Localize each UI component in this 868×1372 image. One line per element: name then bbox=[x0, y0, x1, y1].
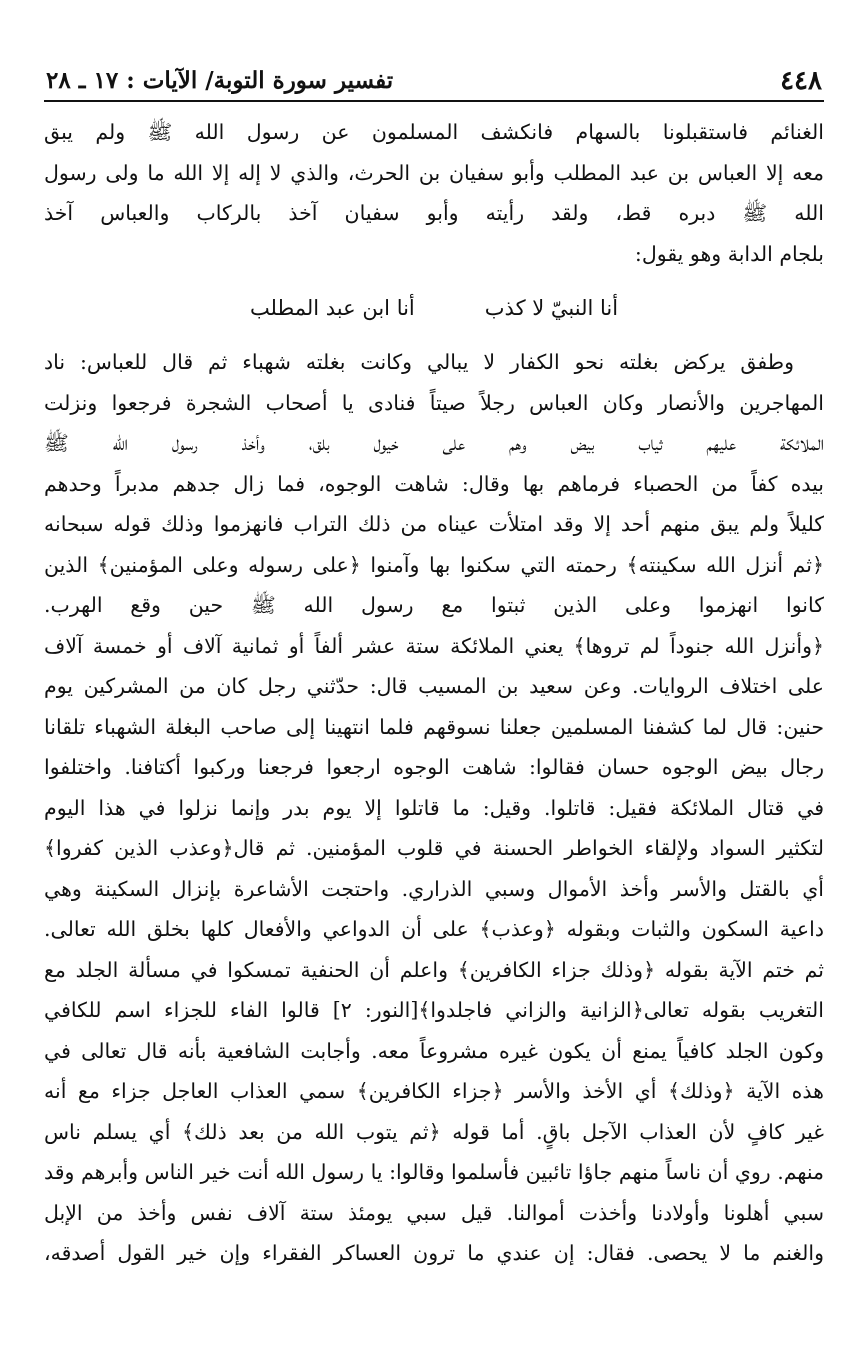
text-line: سبي أهلونا وأولادنا وأخذت أموالنا. قيل سبي يومئذ ستة آلاف نفس وأخذ من الإبل bbox=[44, 1200, 824, 1225]
text-line: كليلاً ولم يبق منهم أحد إلا وقد امتلأت عيناه من ذلك التراب فانهزموا وذلك قوله سبحانه bbox=[44, 512, 824, 536]
verse-hemistich-1: أنا النبيّ لا كذب bbox=[484, 296, 619, 320]
text-line: ﴿وأنزل الله جنوداً لم تروها﴾ يعني الملائكة ستة عشر ألفاً أو ثمانية آلاف أو خمسة آلاف bbox=[44, 633, 824, 658]
body-text bbox=[44, 112, 824, 1274]
page-number: ٤٤٨ bbox=[780, 66, 822, 96]
text-line: الغنائم فاستقبلونا بالسهام فانكشف المسلمون عن رسول الله ﷺ ولم يبق bbox=[44, 120, 824, 144]
text-line: والغنم ما لا يحصى. فقال: إن عندي ما ترون العساكر الفقراء وإن خير القول أصدقه، bbox=[44, 1241, 824, 1265]
text-line: الله ﷺ دبره قط، ولقد رأيته وأبو سفيان آخذ بالركاب والعباس آخذ bbox=[44, 201, 824, 225]
verse-hemistich-2: أنا ابن عبد المطلب bbox=[249, 296, 415, 320]
text-line: هذه الآية ﴿وذلك﴾ أي الأخذ والأسر ﴿جزاء الكافرين﴾ سمي العذاب العاجل جزاء مع أنه bbox=[44, 1079, 824, 1103]
text-line: كانوا انهزموا وعلى الذين ثبتوا مع رسول الله ﷺ حين وقع الهرب. bbox=[44, 593, 824, 617]
text-line: أي بالقتل والأسر وأخذ الأموال وسبي الذراري. واحتجت الأشاعرة بإنزال السكينة وهي bbox=[44, 876, 824, 901]
text-line: ثم ختم الآية بقوله ﴿وذلك جزاء الكافرين﴾ واعلم أن الحنفية تمسكوا في مسألة الجلد مع bbox=[44, 957, 824, 982]
text-line: داعية السكون والثبات وبقوله ﴿وعذب﴾ على أن الدواعي والأفعال كلها بخلق الله تعالى. bbox=[44, 917, 824, 941]
text-line: في قتال الملائكة فقيل: قاتلوا. وقيل: ما قاتلوا إلا يوم بدر وإنما نزلوا في هذا اليوم bbox=[44, 795, 824, 820]
text-line: غير كافٍ لأن العذاب الآجل باقٍ. أما قوله ﴿ثم يتوب الله من بعد ذلك﴾ أي يسلم ناس bbox=[44, 1119, 824, 1144]
text-line: لتكثير السواد ولإلقاء الخواطر الحسنة في قلوب المؤمنين. ثم قال﴿وعذب الذين كفروا﴾ bbox=[44, 836, 824, 860]
text-line: المهاجرين والأنصار وكان العباس رجلاً صيتاً فنادى يا أصحاب الشجرة فرجعوا ونزلت bbox=[44, 390, 824, 415]
text-line: التغريب بقوله تعالى﴿الزانية والزاني فاجلدوا﴾[النور: ٢] قالوا الفاء للجزاء اسم للكافي bbox=[44, 998, 824, 1022]
paragraph-1 bbox=[44, 112, 824, 274]
page-header bbox=[44, 62, 824, 102]
text-line: منهم. روي أن ناساً منهم جاؤا تائبين فأسلموا وقالوا: يا رسول الله أنت خير الناس وأبرهم وقد bbox=[44, 1160, 824, 1184]
paragraph-2 bbox=[44, 342, 824, 1274]
text-line: الملائكة عليهم ثياب بيض وهم على خيول بلق، وأخذ رسول الله ﷺ bbox=[44, 431, 824, 455]
text-line: على اختلاف الروايات. وعن سعيد بن المسيب قال: حدّثني رجل كان من المشركين يوم bbox=[44, 674, 824, 698]
text-line: بيده كفاً من الحصباء فرماهم بها وقال: شاهت الوجوه، فما زال جدهم مدبراً وحدهم bbox=[44, 471, 824, 496]
text-line: بلجام الدابة وهو يقول: bbox=[634, 241, 824, 266]
text-line: وكون الجلد كافياً يمنع أن يكون غيره مشروعاً معه. وأجابت الشافعية بأنه قال تعالى في bbox=[44, 1038, 824, 1063]
text-line: وطفق يركض بغلته نحو الكفار لا يبالي وكانت بغلته شهباء ثم قال للعباس: ناد bbox=[44, 350, 794, 374]
text-line: حنين: قال لما كشفنا المسلمين جعلنا نسوقهم فلما انتهينا إلى صاحب البغلة الشهباء تلقانا bbox=[44, 714, 824, 739]
text-line: رجال بيض الوجوه حسان فقالوا: شاهت الوجوه ارجعوا فرجعنا وركبوا أكتافنا. واختلفوا bbox=[44, 755, 824, 779]
text-line: معه إلا العباس بن عبد المطلب وأبو سفيان بن الحرث، والذي لا إله إلا الله ما ولى رسول bbox=[44, 160, 824, 185]
running-title: تفسير سورة التوبة/ الآيات : ١٧ ـ ٢٨ bbox=[46, 67, 394, 94]
text-line: ﴿ثم أنزل الله سكينته﴾ رحمته التي سكنوا بها وآمنوا ﴿على رسوله وعلى المؤمنين﴾ الذين bbox=[44, 552, 824, 577]
poetry-verse bbox=[44, 288, 824, 328]
